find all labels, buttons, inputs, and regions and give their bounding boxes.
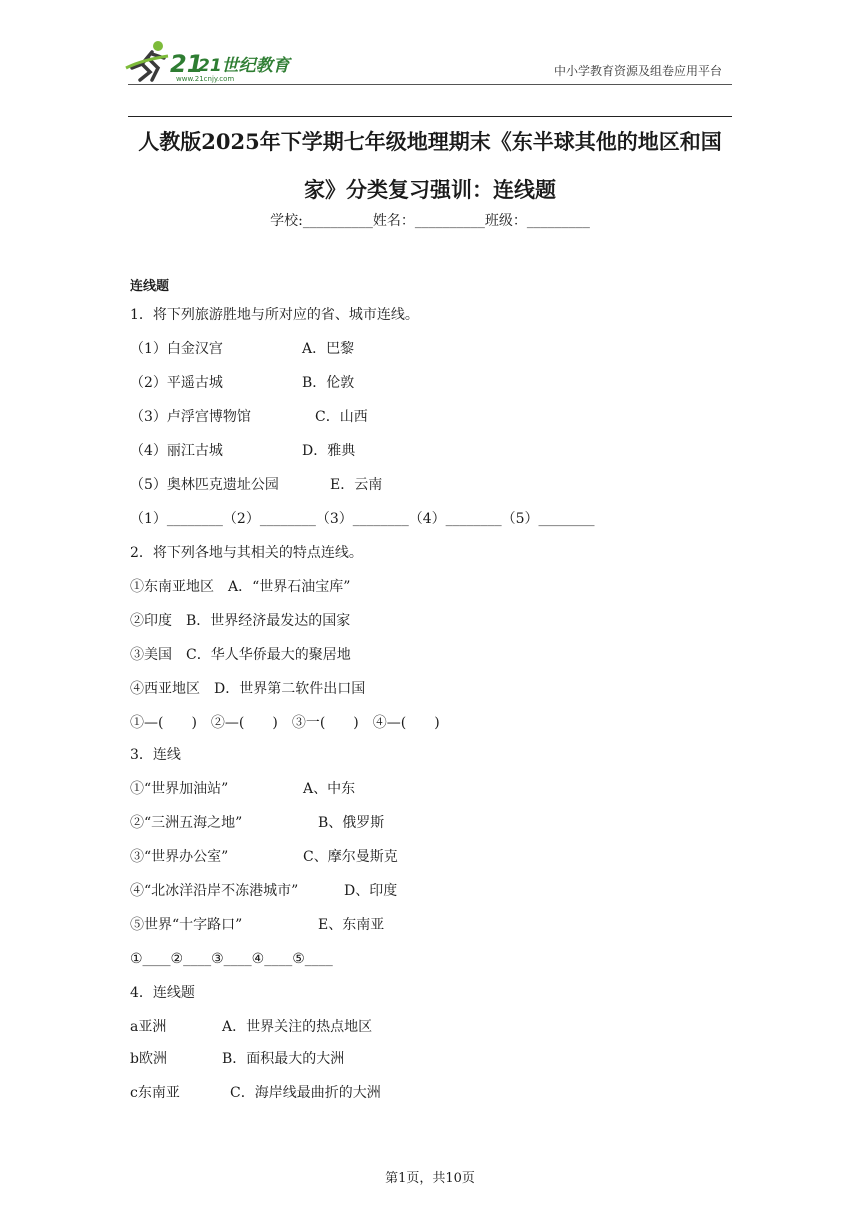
- q3-right-4: D、印度: [344, 883, 398, 899]
- q3-left-4: ④“北冰洋沿岸不冻港城市”: [130, 883, 299, 899]
- document-title-line2: 家》分类复习强训：连线题: [304, 177, 556, 202]
- q1-right-3: C．山西: [315, 409, 368, 425]
- document-title-line1: 人教版2025年下学期七年级地理期末《东半球其他的地区和国: [138, 129, 722, 154]
- title-divider: [128, 116, 732, 117]
- q4-left-1: a亚洲: [130, 1019, 167, 1035]
- q3-left-3: ③“世界办公室”: [130, 849, 229, 865]
- q3-left-2: ②“三洲五海之地”: [130, 815, 243, 831]
- q3-right-2: B、俄罗斯: [318, 815, 385, 831]
- q3-answer-blanks: ①____②____③____④____⑤____: [130, 951, 333, 967]
- section-label: 连线题: [130, 279, 170, 294]
- header-divider: [128, 84, 732, 85]
- q4-right-2: B．面积最大的大洲: [222, 1051, 345, 1067]
- q3-right-3: C、摩尔曼斯克: [303, 849, 398, 865]
- logo-icon: [112, 38, 302, 84]
- q3-left-1: ①“世界加油站”: [130, 781, 229, 797]
- q1-left-3: （3）卢浮宫博物馆: [130, 409, 251, 425]
- q2-row-4: ④西亚地区 D．世界第二软件出口国: [130, 681, 366, 697]
- q1-left-1: （1）白金汉宫: [130, 341, 223, 357]
- q1-right-4: D．雅典: [302, 443, 356, 459]
- q2-row-2: ②印度 B．世界经济最发达的国家: [130, 613, 351, 629]
- svg-text:21: 21: [170, 50, 204, 78]
- q3-stem: 3．连线: [130, 747, 181, 763]
- q1-left-2: （2）平遥古城: [130, 375, 223, 391]
- page-header: [112, 38, 732, 84]
- header-platform-text: 中小学教育资源及组卷应用平台: [553, 64, 722, 78]
- q4-right-3: C．海岸线最曲折的大洲: [230, 1085, 381, 1101]
- q1-right-5: E．云南: [330, 477, 383, 493]
- q2-stem: 2．将下列各地与其相关的特点连线。: [130, 545, 363, 561]
- q4-right-1: A．世界关注的热点地区: [222, 1019, 373, 1035]
- logo-text: 21世纪教育: [198, 56, 290, 76]
- q3-right-1: A、中东: [303, 781, 356, 797]
- q1-stem: 1．将下列旅游胜地与所对应的省、城市连线。: [130, 307, 419, 323]
- q3-left-5: ⑤世界“十字路口”: [130, 917, 243, 933]
- q1-right-2: B．伦敦: [302, 375, 355, 391]
- q4-stem: 4．连线题: [130, 985, 195, 1001]
- q2-row-1: ①东南亚地区 A．“世界石油宝库”: [130, 579, 351, 595]
- logo-sub: www.21cnjy.com: [176, 75, 235, 83]
- q1-answer-blanks: （1）________（2）________（3）________（4）________（5）________: [130, 511, 595, 527]
- q1-left-4: （4）丽江古城: [130, 443, 223, 459]
- q1-left-5: （5）奥林匹克遗址公园: [130, 477, 279, 493]
- q4-left-3: c东南亚: [130, 1085, 180, 1101]
- q3-right-5: E、东南亚: [318, 917, 385, 933]
- page-footer: 第1页，共10页: [385, 1171, 475, 1186]
- q1-right-1: A．巴黎: [302, 341, 355, 357]
- q2-row-3: ③美国 C．华人华侨最大的聚居地: [130, 647, 351, 663]
- student-info-line: 学校:__________姓名：__________班级：_________: [270, 213, 590, 229]
- q2-answer-blanks: ①—( ) ②—( ) ③一( ) ④—( ): [130, 715, 440, 731]
- q4-left-2: b欧洲: [130, 1051, 167, 1067]
